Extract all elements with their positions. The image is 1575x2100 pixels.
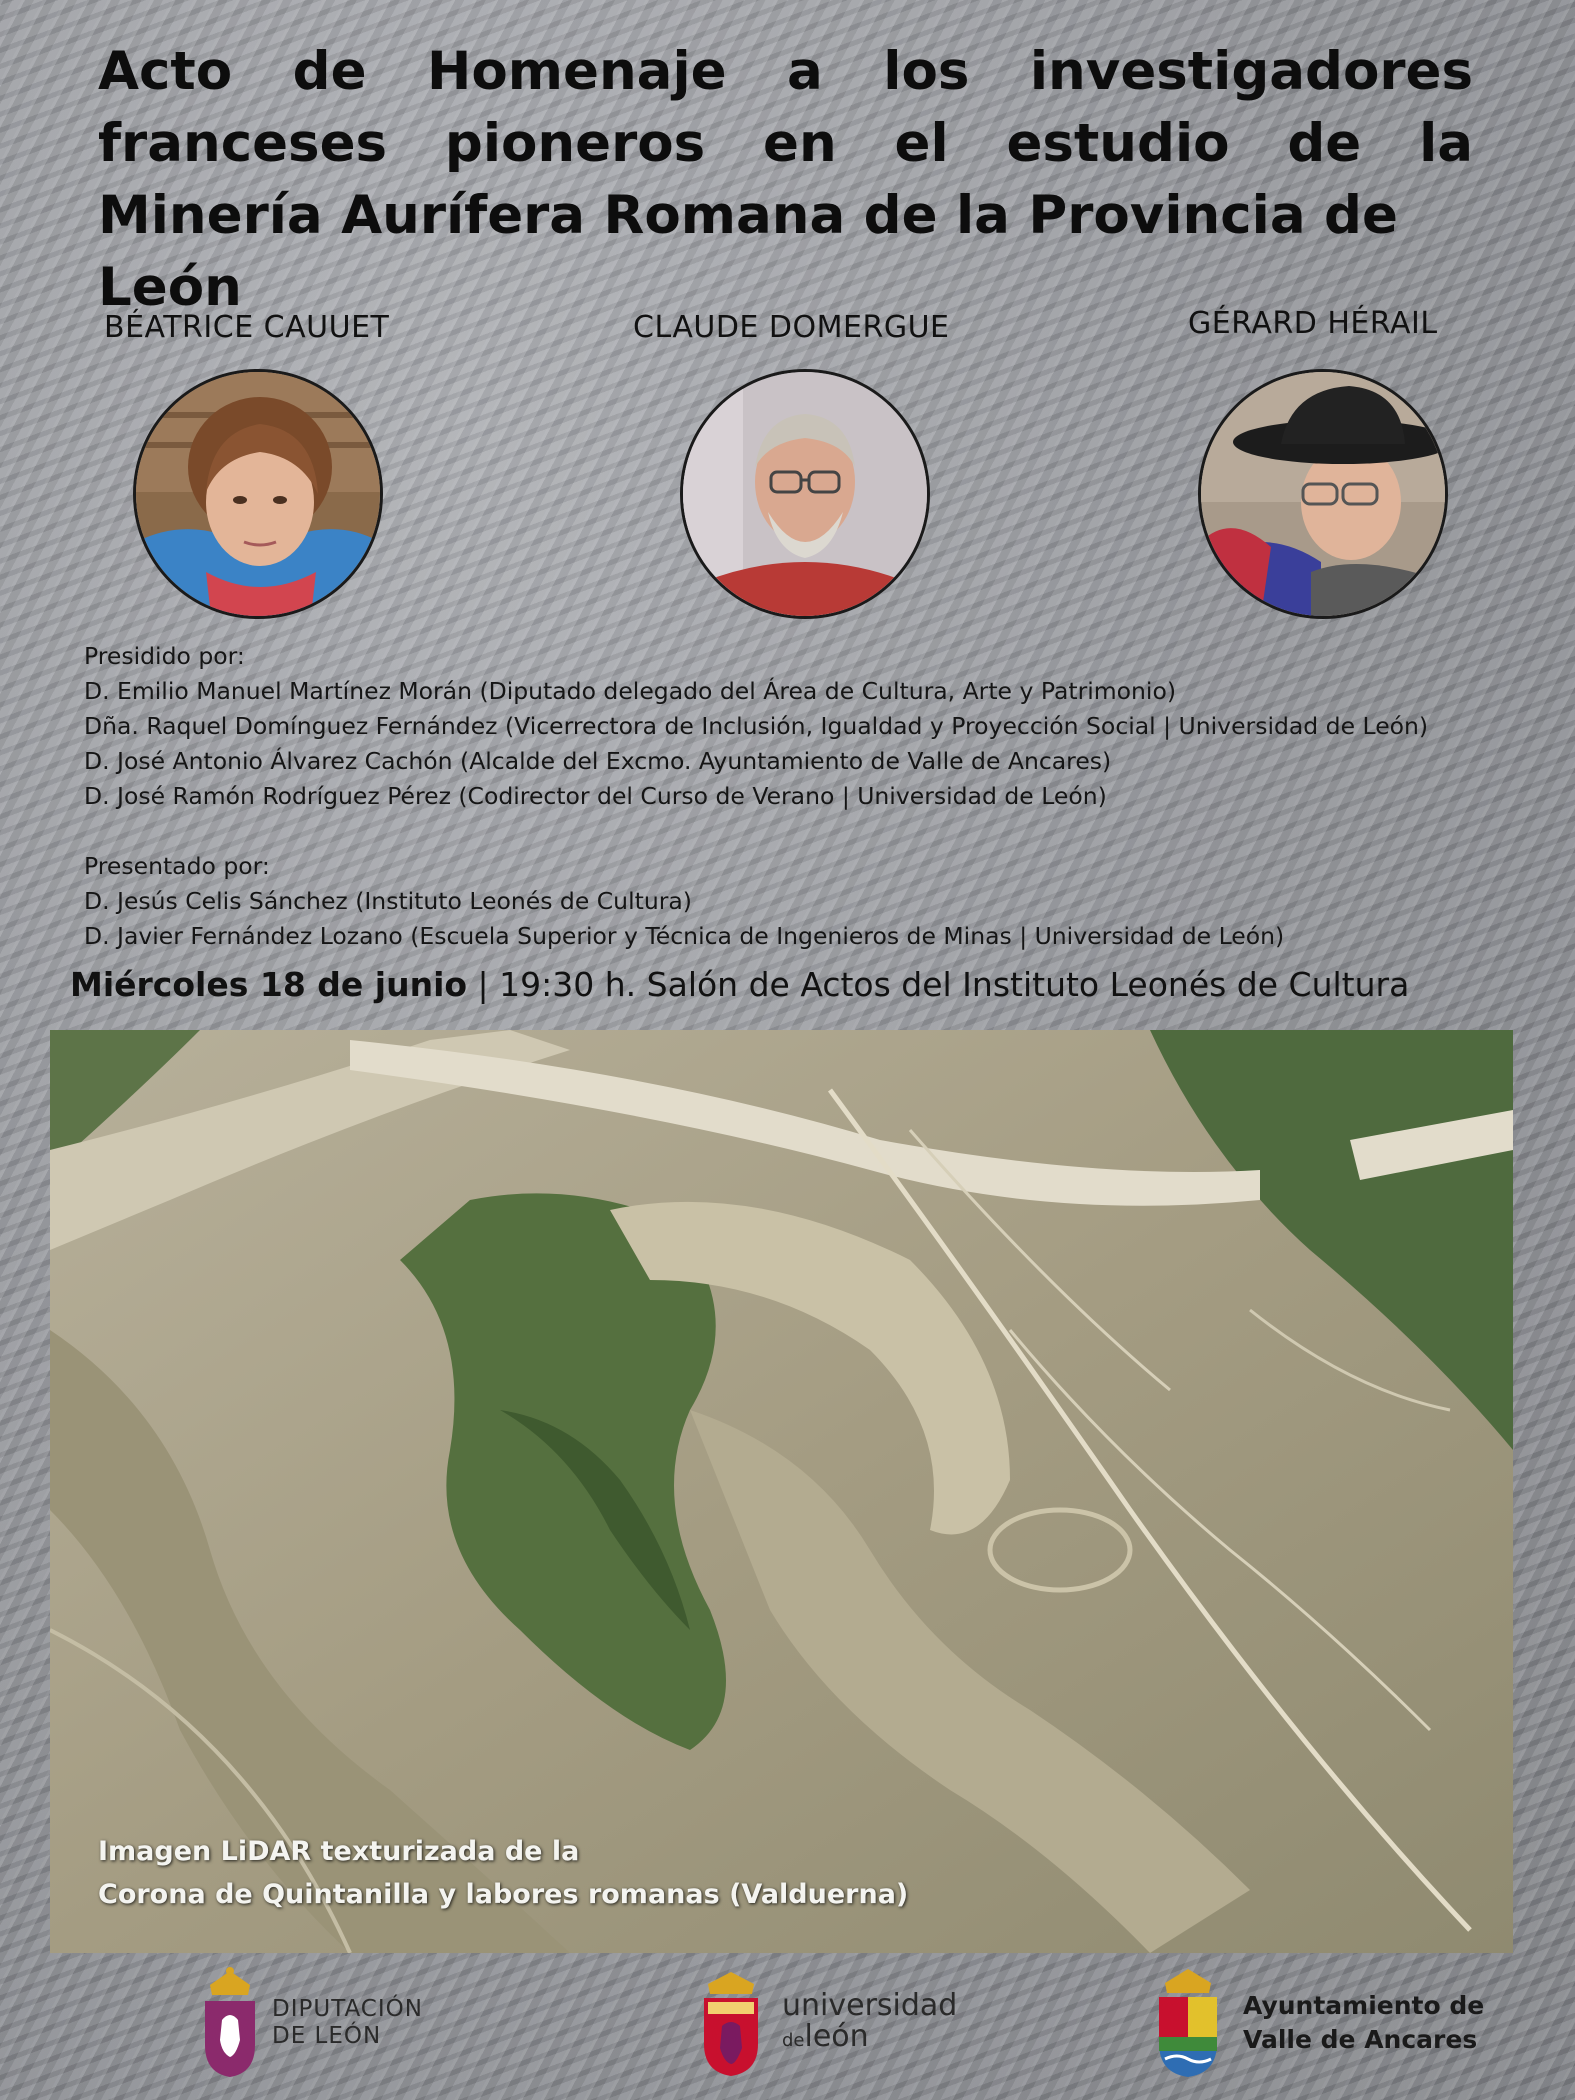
honoree-name-cauuet: BÉATRICE CAUUET (104, 310, 390, 345)
title-line-2: franceses pioneros en el estudio de la (98, 113, 1473, 174)
portrait-photo (136, 372, 380, 616)
lidar-aerial-image (50, 1030, 1513, 1953)
title-line-1: Acto de Homenaje a los investigadores (98, 41, 1473, 102)
diputacion-line-1: DIPUTACIÓN (272, 1995, 423, 2022)
logo-ayuntamiento-valle-ancares (1155, 1965, 1484, 2080)
logo-diputacion-leon (200, 1965, 423, 2080)
section-spacer (84, 814, 1524, 849)
universidad-crest-icon (700, 1968, 762, 2078)
ayuntamiento-line-1: Ayuntamiento de (1243, 1990, 1485, 2020)
honoree-name-domergue: CLAUDE DOMERGUE (633, 310, 950, 345)
logo-universidad-leon (700, 1968, 957, 2078)
diputacion-line-2: DE LEÓN (272, 2022, 382, 2049)
portrait-gerard-herail (1198, 369, 1448, 619)
ayuntamiento-line-2: Valle de Ancares (1243, 2024, 1478, 2054)
event-datetime (70, 965, 1510, 1004)
universidad-line-2: león (804, 2019, 869, 2054)
event-details: 19:30 h. Salón de Actos del Instituto Leonés de Cultura (499, 965, 1410, 1004)
universidad-line-1: universidad (782, 1988, 958, 2023)
image-caption (98, 1830, 998, 1916)
presented-member: D. Jesús Celis Sánchez (Instituto Leonés de Cultura) (84, 887, 692, 915)
event-title (98, 36, 1473, 324)
caption-line-2: Corona de Quintanilla y labores romanas (Valduerna) (98, 1879, 909, 1910)
presented-heading: Presentado por: (84, 852, 270, 880)
universidad-prefix: de (782, 2030, 805, 2051)
presided-member: D. José Ramón Rodríguez Pérez (Codirector del Curso de Verano | Universidad de León) (84, 782, 1107, 810)
honoree-name-herail: GÉRARD HÉRAIL (1188, 306, 1438, 341)
presided-member: D. Emilio Manuel Martínez Morán (Diputado delegado del Área de Cultura, Arte y Patrimonio) (84, 677, 1177, 705)
presented-member: D. Javier Fernández Lozano (Escuela Superior y Técnica de Ingenieros de Minas | Universidad de León) (84, 922, 1285, 950)
portrait-claude-domergue (680, 369, 930, 619)
committee-section (84, 639, 1524, 954)
presided-member: Dña. Raquel Domínguez Fernández (Vicerrectora de Inclusión, Igualdad y Proyección Social | Universidad de León) (84, 712, 1429, 740)
portrait-photo (683, 372, 927, 616)
event-date: Miércoles 18 de junio (70, 965, 468, 1004)
portrait-photo (1201, 372, 1445, 616)
ayuntamiento-crest-icon (1155, 1965, 1221, 2080)
portrait-beatrice-cauuet (133, 369, 383, 619)
aerial-terrain (50, 1030, 1513, 1953)
diputacion-crest-icon (200, 1965, 260, 2080)
title-line-3: Minería Aurífera Romana de la Provincia de León (98, 185, 1398, 318)
presided-member: D. José Antonio Álvarez Cachón (Alcalde del Excmo. Ayuntamiento de Valle de Ancares) (84, 747, 1112, 775)
caption-line-1: Imagen LiDAR texturizada de la (98, 1836, 580, 1867)
presided-heading: Presidido por: (84, 642, 245, 670)
event-separator: | (467, 965, 500, 1004)
